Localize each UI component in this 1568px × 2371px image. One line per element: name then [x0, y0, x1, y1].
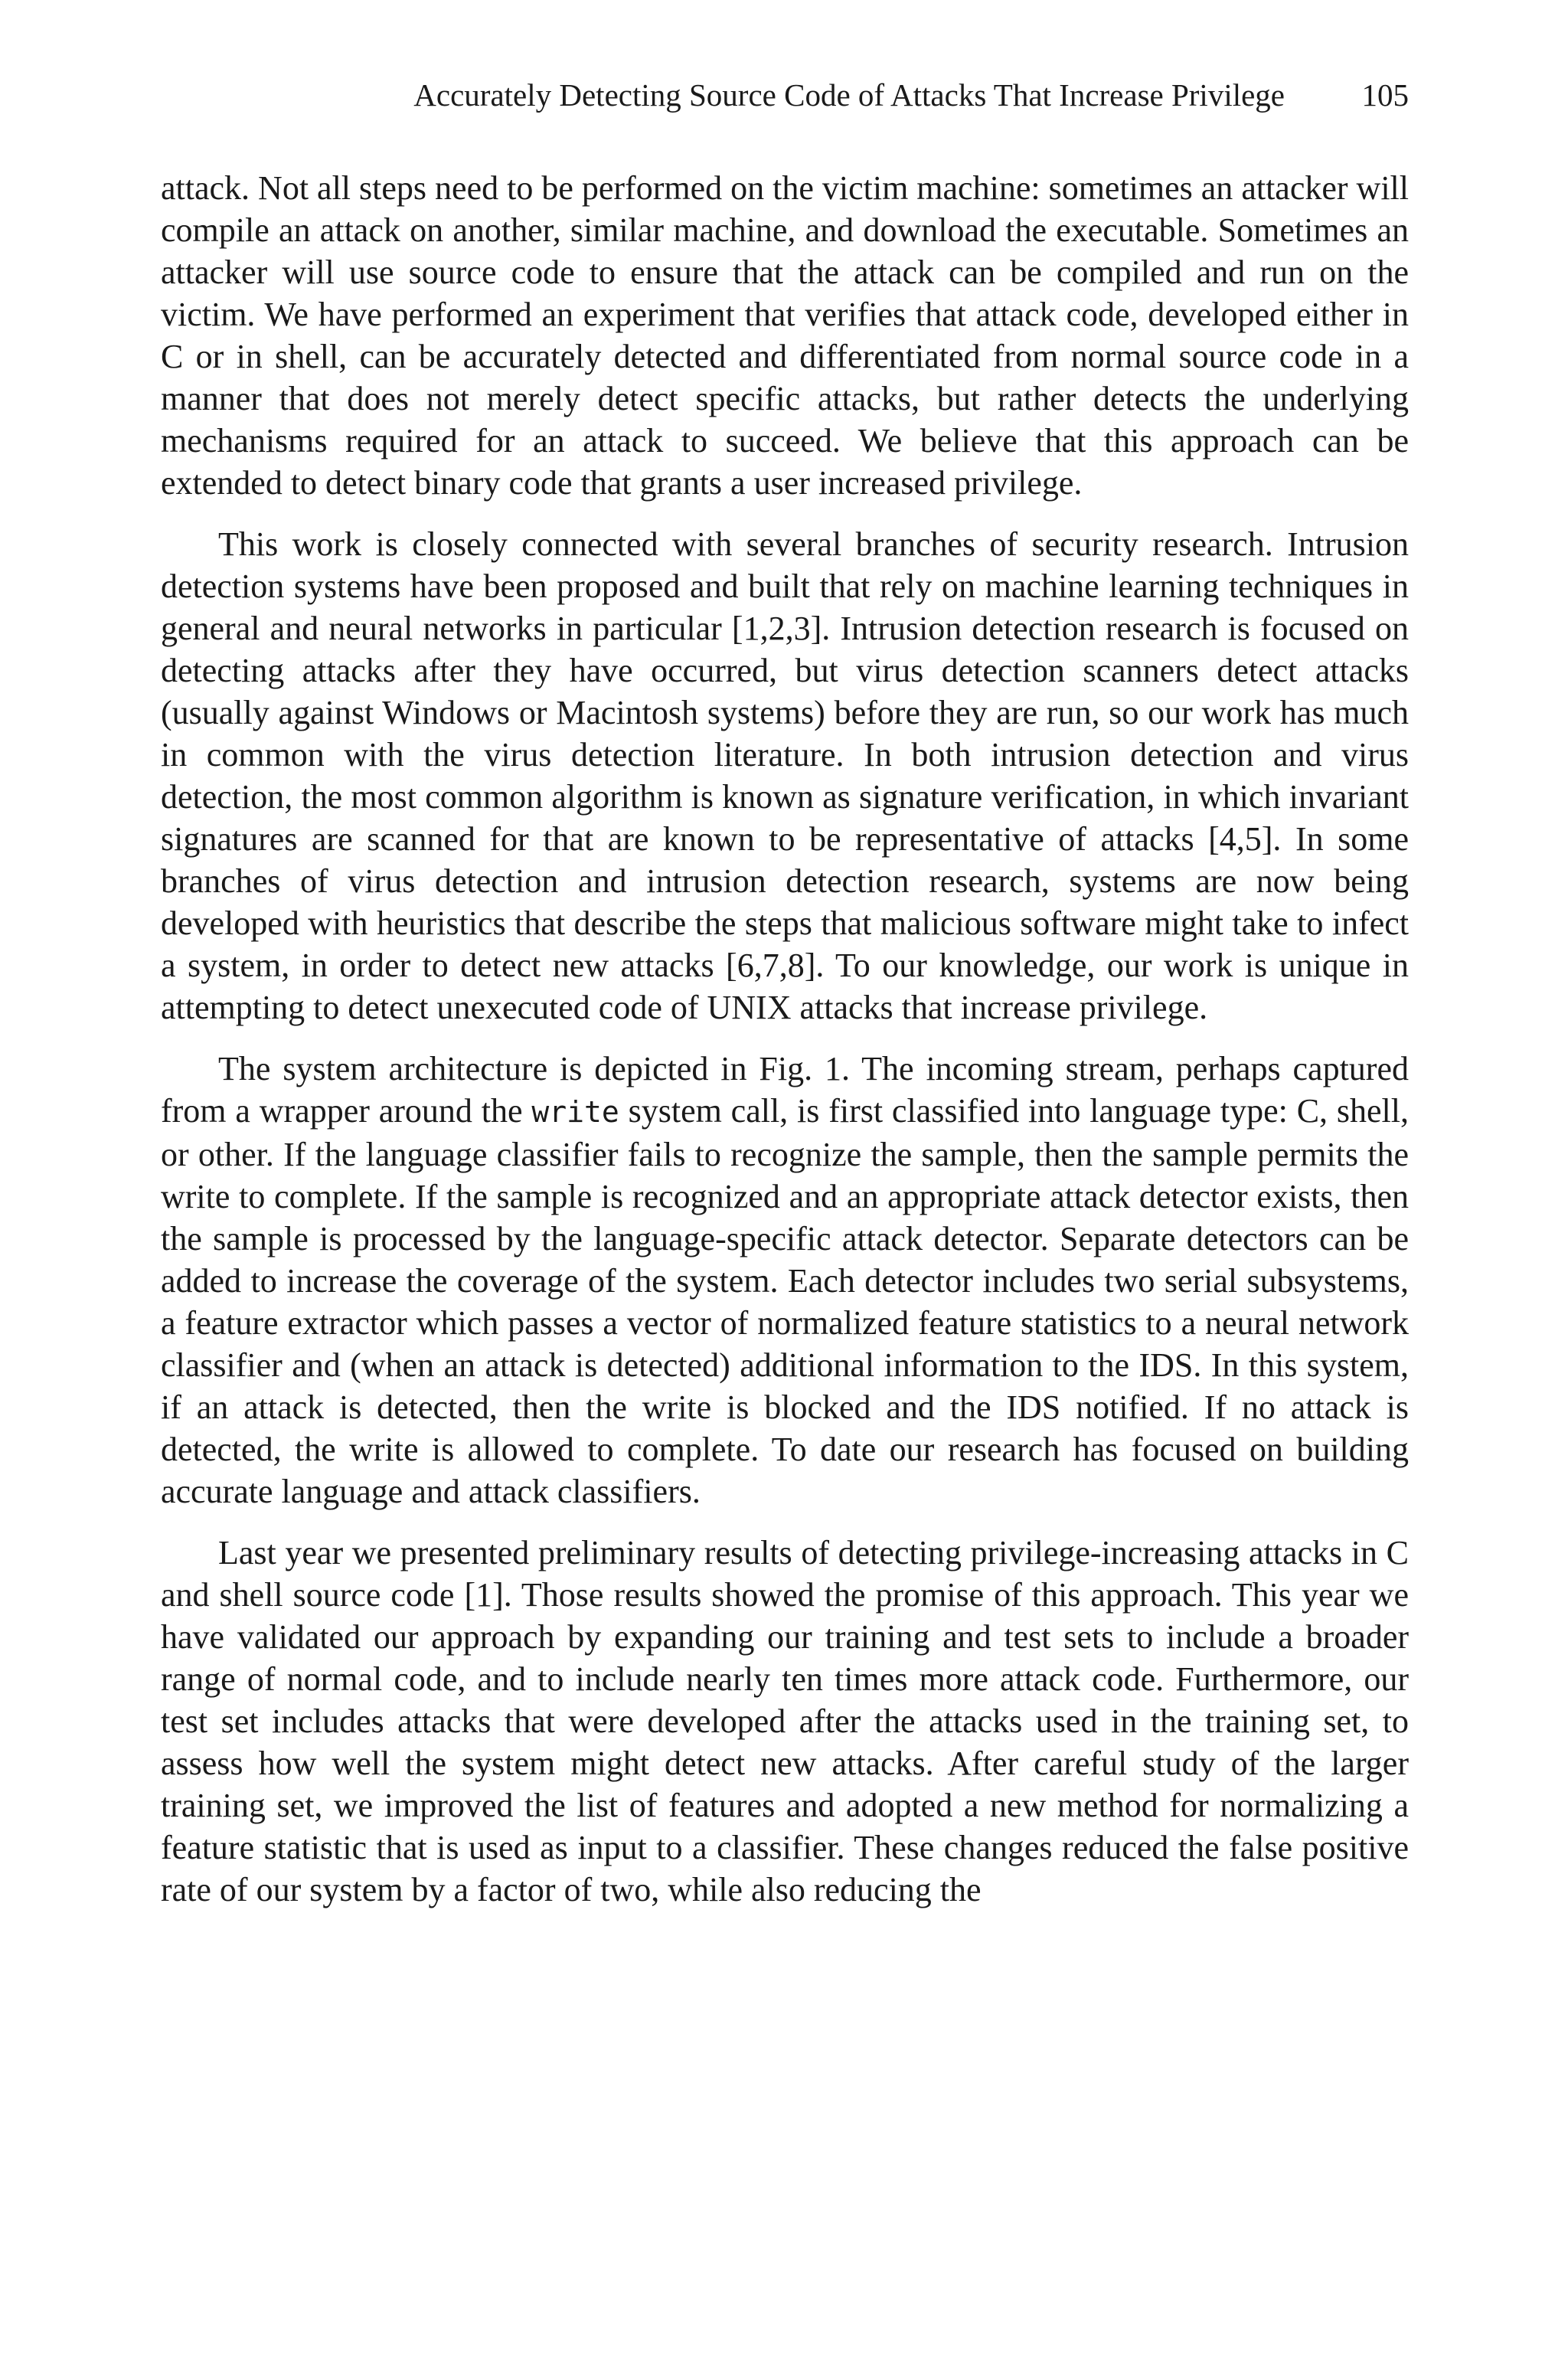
- page-number: 105: [1361, 77, 1409, 113]
- architecture-text-before: The system architecture is depicted in Fig. 1. The incoming stream, perhaps captured from a wrapper around the: [161, 1050, 1409, 1130]
- architecture-text-after: system call, is first classified into language type: C, shell, or other. If the language classifier fails to recognize the sample, then the sample permits the write to complete. If the sample is recognized and an appropriate attack detector exists, then the sample is processed by the language-specific attack detector. Separate detectors can be added to increase the coverage of the system. Each detector includes two serial subsystems, a feature extractor which passes a vector of normalized feature statistics to a neural network classifier and (when an attack is detected) additional information to the IDS. In this system, if an attack is detected, then the write is blocked and the IDS notified. If no attack is detected, the write is allowed to complete. To date our research has focused on building accurate language and attack classifiers.: [161, 1092, 1409, 1510]
- running-header: [161, 72, 1409, 118]
- paragraph-related-work: This work is closely connected with several branches of security research. Intrusion detection systems have been proposed and built that rely on machine learning techniques in general and neural networks in particular [1,2,3]. Intrusion detection research is focused on detecting attacks after they have occurred, but virus detection scanners detect attacks (usually against Windows or Macintosh systems) before they are run, so our work has much in common with the virus detection literature. In both intrusion detection and virus detection, the most common algorithm is known as signature verification, in which invariant signatures are scanned for that are known to be representative of attacks [4,5]. In some branches of virus detection and intrusion detection research, systems are now being developed with heuristics that describe the steps that malicious software might take to infect a system, in order to detect new attacks [6,7,8]. To our knowledge, our work is unique in attempting to detect unexecuted code of UNIX attacks that increase privilege.: [161, 525, 1409, 1026]
- write-syscall-code: write: [531, 1095, 619, 1129]
- paragraph-continuation: attack. Not all steps need to be performed on the victim machine: sometimes an attacker will compile an attack on another, similar machine, and download the executable. Sometimes an attacker will use source code to ensure that the attack can be compiled and run on the victim. We have performed an experiment that verifies that attack code, developed either in C or in shell, can be accurately detected and differentiated from normal source code in a manner that does not merely detect specific attacks, but rather detects the underlying mechanisms required for an attack to succeed. We believe that this approach can be extended to detect binary code that grants a user increased privilege.: [161, 169, 1409, 502]
- running-title: Accurately Detecting Source Code of Attacks That Increase Privilege: [413, 77, 1285, 113]
- body-text: [161, 167, 1409, 1930]
- paragraph-prior-results: Last year we presented preliminary results of detecting privilege-increasing attacks in C and shell source code [1]. Those results showed the promise of this approach. This year we have validated our approach by expanding our training and test sets to include a broader range of normal code, and to include nearly ten times more attack code. Furthermore, our test set includes attacks that were developed after the attacks used in the training set, to assess how well the system might detect new attacks. After careful study of the larger training set, we improved the list of features and adopted a new method for normalizing a feature statistic that is used as input to a classifier. These changes reduced the false positive rate of our system by a factor of two, while also reducing the: [161, 1534, 1409, 1908]
- paragraph-system-architecture: [161, 1048, 1409, 1513]
